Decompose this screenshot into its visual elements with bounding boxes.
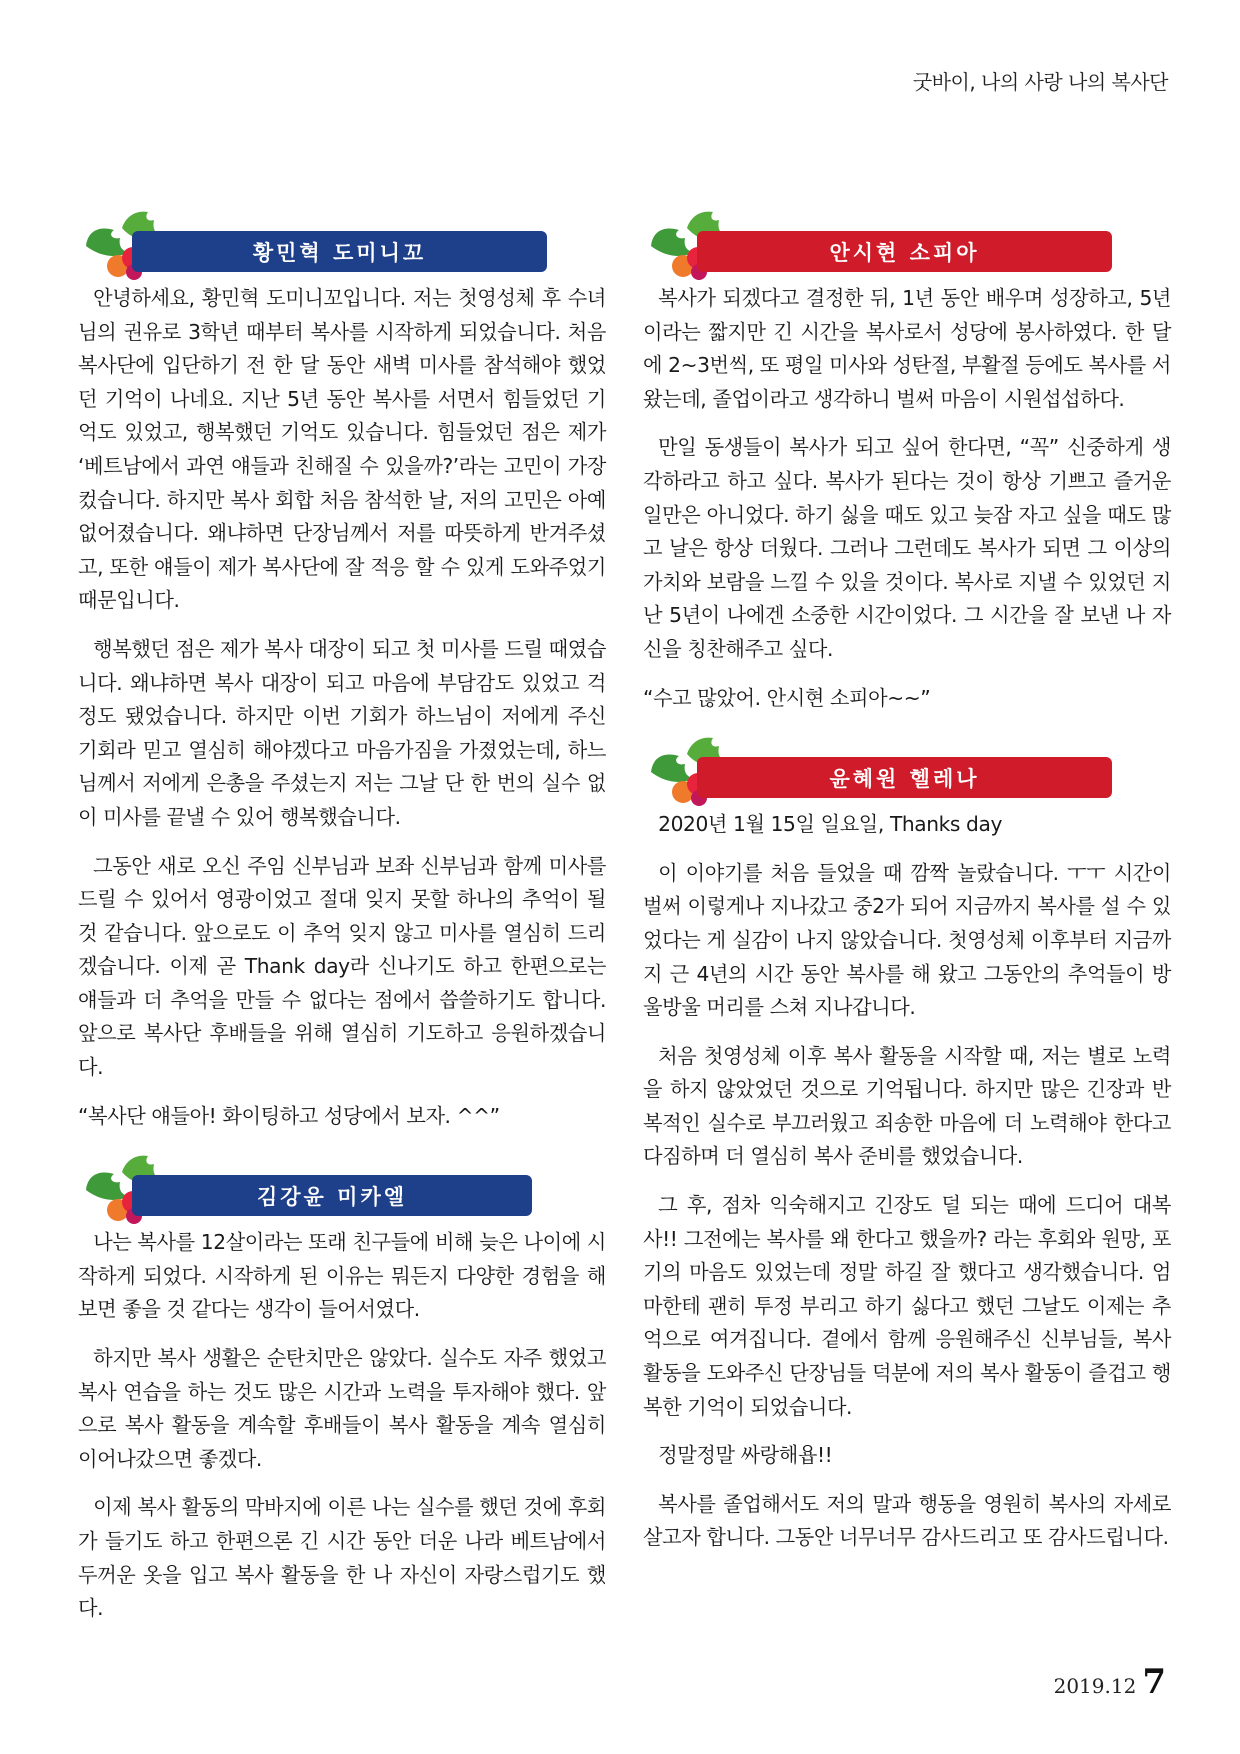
paragraph: 그동안 새로 오신 주임 신부님과 보좌 신부님과 함께 미사를 드릴 수 있어서 영광이었고 절대 잊지 못할 하나의 추억이 될 것 같습니다. 앞으로도 이 추억 잊지 않고 미사를 열심히 드리겠습니다. 이제 곧 Thank day라 신나기도 하고 한편으로는 얘들과 더 추억을 만들 수 없다는 점에서 씁쓸하기도 합니다. 앞으로 복사단 후배들을 위해 열심히 기도하고 응원하겠습니다.: [78, 853, 606, 1080]
running-header: 굿바이, 나의 사랑 나의 복사단: [912, 70, 1168, 94]
paragraph: 이제 복사 활동의 막바지에 이른 나는 실수를 했던 것에 후회가 들기도 하고 한편으론 긴 시간 동안 더운 나라 베트남에서 두꺼운 옷을 입고 복사 활동을 한 나 자신이 자랑스럽기도 했다.: [78, 1495, 606, 1621]
paragraph: 그 후, 점차 익숙해지고 긴장도 덜 되는 때에 드디어 대복사!! 그전에는 복사를 왜 한다고 했을까? 라는 후회와 원망, 포기의 마음도 있었는데 정말 하길 잘 했다고 생각했습니다. 엄마한테 괜히 투정 부리고 하기 싫다고 했던 그날도 이제는 추억으로 여겨집니다. 곁에서 함께 응원해주신 신부님들, 복사 활동을 도와주신 단장님들 덕분에 저의 복사 활동이 즐겁고 행복한 기억이 되었습니다.: [643, 1193, 1171, 1419]
section-title-banner: 안시현 소피아: [697, 231, 1112, 272]
quote: “수고 많았어. 안시현 소피아~~”: [643, 685, 931, 710]
paragraph: 만일 동생들이 복사가 되고 싶어 한다면, “꼭” 신중하게 생각하라고 하고 싶다. 복사가 된다는 것이 항상 기쁘고 즐거운 일만은 아니었다. 하기 싫을 때도 있고 늦잠 자고 싶을 때도 많고 날은 항상 더웠다. 그러나 그런데도 복사가 되면 그 이상의 가치와 보람을 느낄 수 있을 것이다. 복사로 지낼 수 있었던 지난 5년이 나에겐 소중한 시간이었다. 그 시간을 잘 보낸 나 자신을 칭찬해주고 싶다.: [643, 435, 1171, 661]
section-banner: [78, 1144, 606, 1220]
section-banner: [643, 200, 1171, 276]
paragraph: 나는 복사를 12살이라는 또래 친구들에 비해 늦은 나이에 시작하게 되었다. 시작하게 된 이유는 뭐든지 다양한 경험을 해보면 좋을 것 같다는 생각이 들어서였다.: [78, 1230, 606, 1322]
paragraph: 안녕하세요, 황민혁 도미니꼬입니다. 저는 첫영성체 후 수녀님의 권유로 3학년 때부터 복사를 시작하게 되었습니다. 처음 복사단에 입단하기 전 한 달 동안 새벽 미사를 참석해야 했었던 기억이 나네요. 지난 5년 동안 복사를 서면서 힘들었던 기억도 있었고, 행복했던 기억도 있습니다. 힘들었던 점은 제가 ‘베트남에서 과연 얘들과 친해질 수 있을까?’라는 고민이 가장 컸습니다. 하지만 복사 회합 처음 참석한 날, 저의 고민은 아예 없어졌습니다. 왜냐하면 단장님께서 저를 따뜻하게 반겨주셨고, 또한 얘들이 제가 복사단에 잘 적응 할 수 있게 도와주었기 때문입니다.: [78, 286, 606, 613]
quote: “복사단 얘들아! 화이팅하고 성당에서 보자. ^^”: [78, 1103, 500, 1128]
section-title-banner: 황민혁 도미니꼬: [132, 231, 547, 272]
page-footer: [1054, 1662, 1166, 1702]
right-column: [643, 200, 1171, 1570]
paragraph: 이 이야기를 처음 들었을 때 깜짝 놀랐습니다. ㅜㅜ 시간이 벌써 이렇게나 지나갔고 중2가 되어 지금까지 복사를 설 수 있었다는 게 실감이 나지 않았습니다. 첫영성체 이후부터 지금까지 근 4년의 시간 동안 복사를 해 왔고 그동안의 추억들이 방울방울 머리를 스쳐 지나갑니다.: [643, 860, 1171, 1020]
left-column: [78, 200, 606, 1641]
paragraph: 2020년 1월 15일 일요일, Thanks day: [658, 812, 1002, 837]
paragraph: 하지만 복사 생활은 순탄치만은 않았다. 실수도 자주 했었고 복사 연습을 하는 것도 많은 시간과 노력을 투자해야 했다. 앞으로 복사 활동을 계속할 후배들이 복사 활동을 계속 열심히 이어나갔으면 좋겠다.: [78, 1346, 606, 1471]
paragraph: 처음 첫영성체 이후 복사 활동을 시작할 때, 저는 별로 노력을 하지 않았었던 것으로 기억됩니다. 하지만 많은 긴장과 반복적인 실수로 부끄러웠고 죄송한 마음에 더 노력해야 한다고 다짐하며 더 열심히 복사 준비를 했었습니다.: [643, 1043, 1171, 1169]
section-title-banner: 윤혜원 헬레나: [697, 757, 1112, 798]
paragraph: 행복했던 점은 제가 복사 대장이 되고 첫 미사를 드릴 때였습니다. 왜냐하면 복사 대장이 되고 마음에 부담감도 있었고 걱정도 됐었습니다. 하지만 이번 기회가 하느님이 저에게 주신 기회라 믿고 열심히 해야겠다고 마음가짐을 가졌었는데, 하느님께서 저에게 은총을 주셨는지 저는 그날 단 한 번의 실수 없이 미사를 끝낼 수 있어 행복했습니다.: [78, 636, 606, 829]
section-title-banner: 김강윤 미카엘: [132, 1175, 532, 1216]
paragraph: 복사가 되겠다고 결정한 뒤, 1년 동안 배우며 성장하고, 5년이라는 짧지만 긴 시간을 복사로서 성당에 봉사하였다. 한 달에 2~3번씩, 또 평일 미사와 성탄절, 부활절 등에도 복사를 서 왔는데, 졸업이라고 생각하니 벌써 마음이 시원섭섭하다.: [643, 286, 1171, 411]
paragraph: 복사를 졸업해서도 저의 말과 행동을 영원히 복사의 자세로 살고자 합니다. 그동안 너무너무 감사드리고 또 감사드립니다.: [643, 1491, 1171, 1550]
section-banner: [643, 726, 1171, 802]
page-number: 7: [1142, 1662, 1166, 1702]
paragraph: 정말정말 싸랑해욥!!: [658, 1443, 833, 1468]
section-banner: [78, 200, 606, 276]
issue-date: 2019.12: [1053, 1674, 1137, 1698]
